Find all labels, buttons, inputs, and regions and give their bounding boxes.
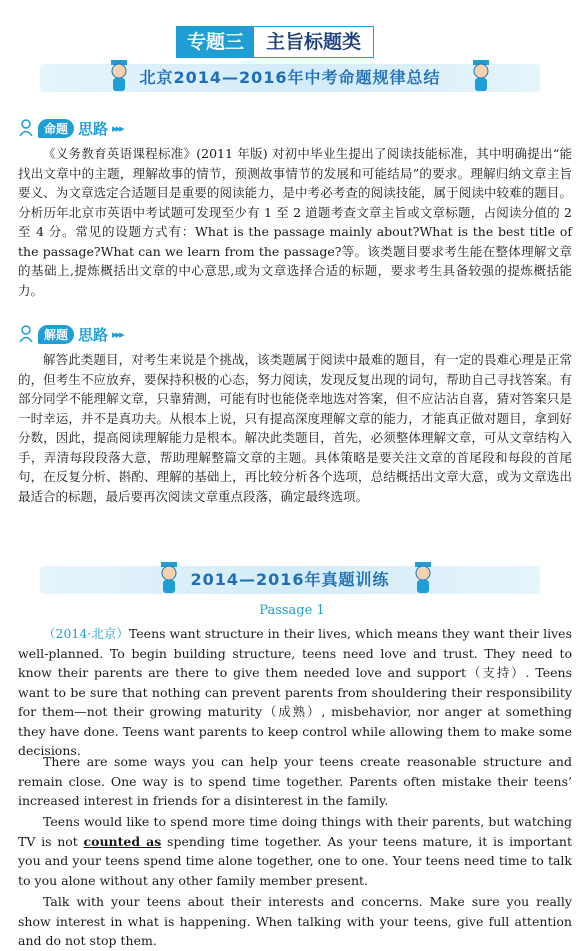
topic-title [176,26,374,58]
passage-source: （2014·北京） [43,626,129,641]
section2-paragraph: 解答此类题目，对考生来说是个挑战，该类题属于阅读中最难的题目，有一定的畏难心理是正常的，但考生不应放弃，要保持积极的心态，努力阅读，发现反复出现的词句，帮助自己寻找答案。有部分同学不能理解文章，只靠猜测，可能有时也能侥幸地选对答案，但不应沾沾自喜，猜对答案只是一时幸运，并不是真功夫。从根本上说，只有提高深度理解文章的能力，才能真正做对题目，拿到好分数，因此，提高阅读理解能力是根本。解决此类题目，首先，必须整体理解文章，可从文章结构入手，弄清每段段落大意，帮助理解整篇文章的主题。具体策略是要关注文章的首尾段和每段的首尾句，在反复分析、斟酌、理解的基础上，再比较分析各个选项，总结概括出文章大意，或为文章选出最适合的标题，最后要再次阅读文章重点段落，确定最终选项。 [18,352,572,504]
section-label: 思路 [78,325,109,344]
arrows-icon: ▸▸▸ [112,327,123,341]
summary-banner-text: 北京2014—2016年中考命题规律总结 [139,68,441,87]
passage-p3-before: Teens would like to spend more time doing things with their parents, but watching TV is not [18,814,572,849]
passage-p1-text: Teens want structure in their lives, which means they want their lives well-planned. To begin building structure, teens need love and trust. They need to know their parents are there to give them needed love and support（支持）. Teens want to be sure that nothing can prevent parents from shouldering their responsibility for them—not their growing maturity（成熟）, misbehavior, nor anger at something they have done. Teens want parents to keep control while allowing them to make some decisions. [18,626,572,758]
section-tag: 解题 [38,325,74,344]
passage-paragraph-3 [18,812,572,890]
underlined-phrase: counted as [83,833,162,849]
passage-paragraph-2: There are some ways you can help your teens create reasonable structure and remain close. One way is to spend time together. Parents often mistake their teens’ increased interest in friends for a disinterest in the family. [18,754,572,808]
section1-paragraph: 《义务教育英语课程标准》(2011 年版) 对初中毕业生提出了阅读技能标准，其中明确提出“能找出文章中的主题，理解故事的情节，预测故事情节的发展和可能结局”的要求。理解归纳文章主旨要义、为文章选定合适题目是重要的阅读能力，是中考必考查的阅读技能，属于阅读中较难的题目。分析历年北京市英语中考试题可发现至少有 1 至 2 道题考查文章主旨或文章标题，占阅读分值的 2 至 4 分。常见的设题方式有：What is the passage mainly about?What is the best title of the passage?What can we learn from the passage?等。该类题目要求考生能在整体理解文章的基础上,提炼概括出文章的中心意思,或为文章选择合适的标题，要求考生具备较强的提炼概括能力。 [18,146,572,298]
summary-banner [40,64,540,92]
section-tag: 命题 [38,119,74,138]
person-icon [18,325,34,343]
section-head-mingti [18,116,123,140]
passage-paragraph-1 [18,624,572,761]
passage-title: Passage 1 [259,603,325,618]
practice-banner-text: 2014—2016年真题训练 [190,570,390,589]
person-icon [18,119,34,137]
mascot-icon [412,560,434,596]
topic-number: 专题三 [177,27,254,57]
section-head-jieti [18,322,123,346]
section-label: 思路 [78,119,109,138]
practice-banner [40,566,540,594]
topic-name: 主旨标题类 [254,27,373,57]
passage-paragraph-4: Talk with your teens about their interests and concerns. Make sure you really show interest in what is happening. When talking with your teens, give full attention and do not stop them. [18,894,572,948]
passage-p3-after: spending time together. As your teens mature, it is important you and your teens spend time alone together, one to one. Your teens need time to talk to you alone without any other family member present. [18,833,572,888]
mascot-icon [470,58,492,94]
arrows-icon: ▸▸▸ [112,121,123,135]
